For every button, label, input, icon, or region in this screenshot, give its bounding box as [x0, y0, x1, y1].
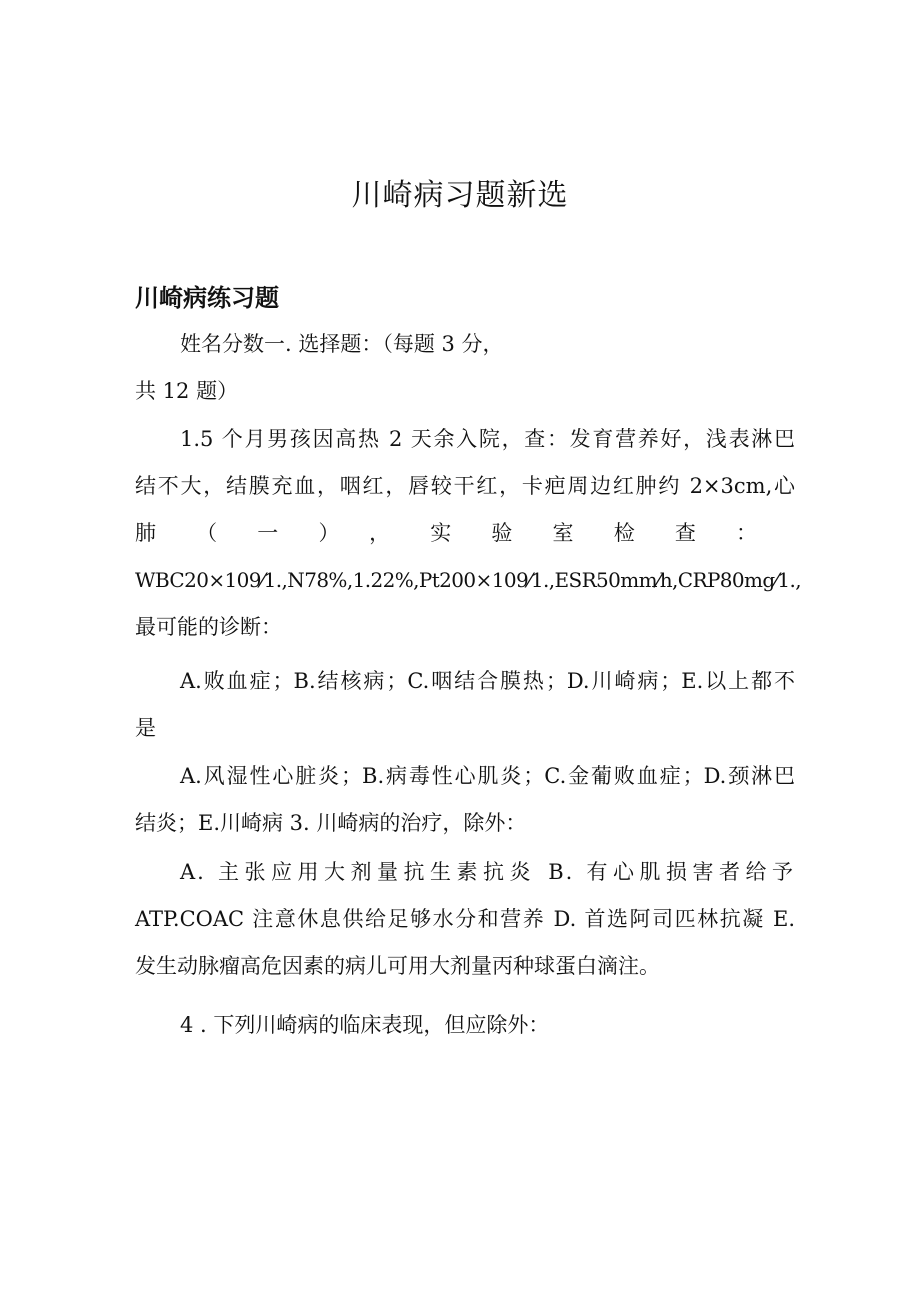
question-3-options-line-1: A. 主张应用大剂量抗生素抗炎 B. 有心肌损害者给予 [180, 860, 795, 884]
question-3-options [135, 849, 795, 990]
intro-line-1: 姓名分数一. 选择题：（每题 3 分， [180, 332, 504, 356]
question-2-options [135, 753, 795, 847]
intro-line-2: 共 12 题） [135, 379, 239, 403]
question-1-line-1: 1.5 个月男孩因高热 2 天余入院，查：发育营养好，浅表淋巴 [180, 427, 795, 451]
question-4-paragraph [135, 1002, 795, 1049]
document-title: 川崎病习题新选 [351, 178, 569, 213]
question-1-line-5: 最可能的诊断： [135, 615, 282, 639]
question-3-options-line-2: ATP.COAC 注意休息供给足够水分和营养 D. 首选阿司匹林抗凝 E. [135, 907, 795, 931]
question-2-options-line-2: 结炎；E.川崎病 3. 川崎病的治疗，除外： [135, 811, 527, 835]
question-3-options-line-3: 发生动脉瘤高危因素的病儿可用大剂量丙种球蛋白滴注。 [135, 954, 660, 978]
question-1-options [135, 658, 795, 752]
section-heading: 川崎病练习题 [135, 284, 279, 312]
question-1-options-line-1: A.败血症；B.结核病；C.咽结合膜热；D.川崎病；E.以上都不 [180, 669, 795, 693]
question-4-line-1: 4 . 下列川崎病的临床表现，但应除外： [180, 1013, 550, 1037]
question-1-paragraph [135, 416, 802, 651]
question-1-line-2: 结不大，结膜充血，咽红，唇较干红，卡疤周边红肿约 2×3cm,心 [135, 474, 795, 498]
question-2-options-line-1: A.风湿性心脏炎；B.病毒性心肌炎；C.金葡败血症；D.颈淋巴 [180, 764, 795, 788]
question-1-options-line-2: 是 [135, 716, 156, 740]
question-1-line-3: 肺（一），实验室检查： [135, 521, 795, 545]
intro-paragraph [135, 321, 795, 415]
question-1-line-4: WBC20×109⁄1.,N78%,1.22%,Pt200×109⁄1.,ESR50mm⁄h,CRP80mg⁄1., [135, 568, 802, 592]
